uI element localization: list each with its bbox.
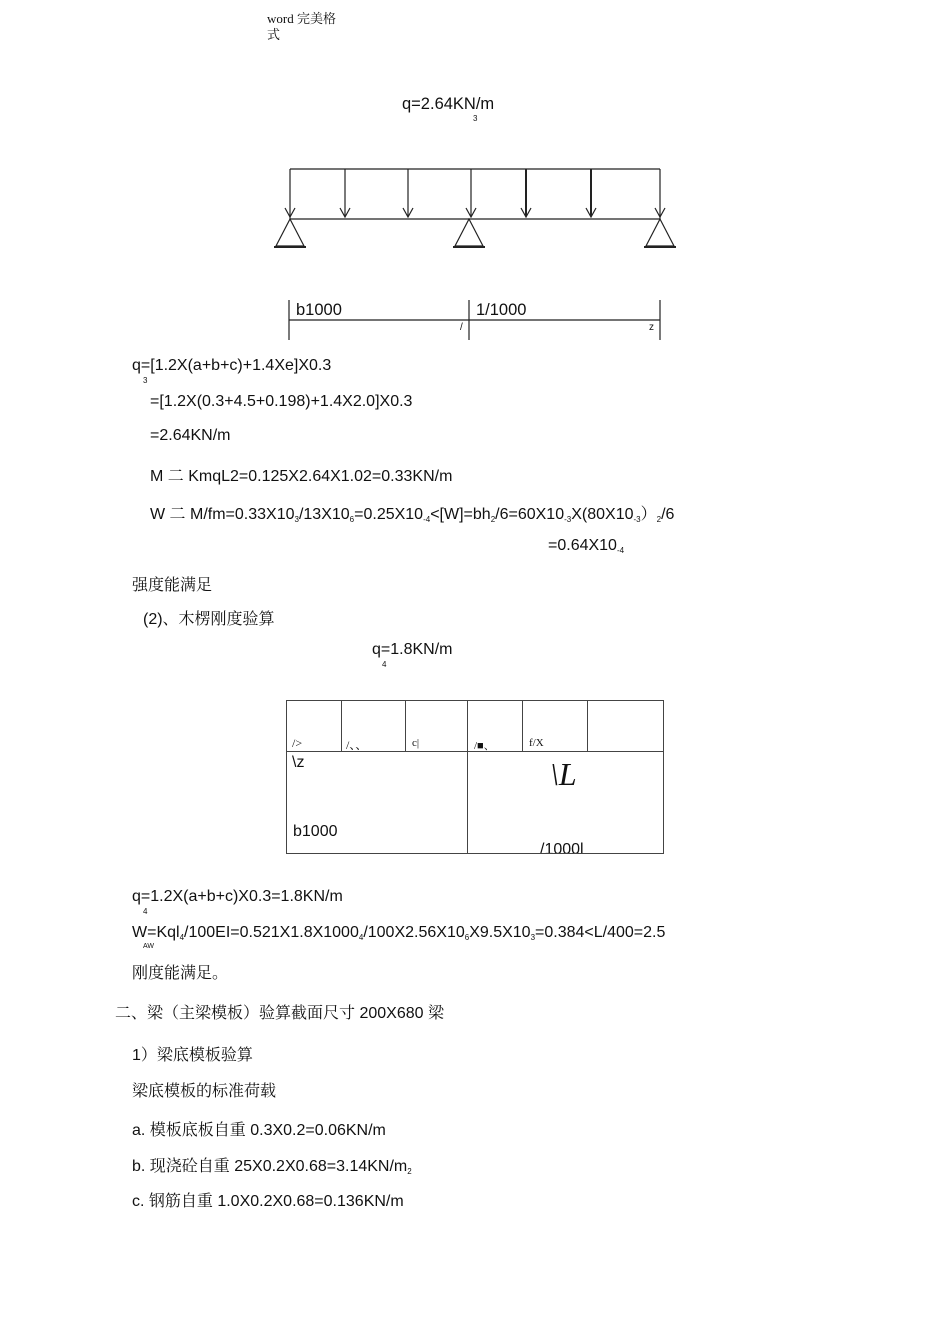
diagram2-left-mark: \z bbox=[292, 754, 305, 771]
span-tick-left: / bbox=[460, 322, 463, 333]
stiffness-conclusion: 刚度能满足。 bbox=[132, 965, 229, 982]
cell-mark-5: f/X bbox=[529, 737, 544, 749]
strength-conclusion: 强度能满足 bbox=[132, 577, 213, 594]
header-title-line2: 式 bbox=[267, 27, 281, 42]
calc2-w-sub: AW bbox=[143, 943, 155, 950]
span-tick-right: z bbox=[649, 322, 654, 333]
calc2-q-sub: 4 bbox=[143, 907, 148, 916]
span-left-label: b1000 bbox=[296, 301, 342, 319]
section-stiffness-title: (2)、木楞刚度验算 bbox=[143, 611, 275, 628]
calc1-line3: =2.64KN/m bbox=[150, 427, 231, 444]
cell-mark-1: /> bbox=[292, 736, 303, 750]
load-label-q4-sub: 4 bbox=[382, 660, 387, 669]
subsection-bottom-form: 1）梁底模板验算 bbox=[132, 1047, 253, 1064]
calc1-q-sub: 3 bbox=[143, 376, 148, 385]
diagram2-frame bbox=[287, 701, 664, 854]
load-label-q3: q=2.64KN/m bbox=[402, 95, 495, 113]
cell-mark-4: /■、 bbox=[474, 740, 495, 752]
diagram2-span-left: b1000 bbox=[293, 823, 338, 840]
cell-mark-3: c| bbox=[412, 737, 420, 749]
load-item-b: b. 现浇砼自重 25X0.2X0.68=3.14KN/m2 bbox=[132, 1158, 412, 1176]
diagram2-span-right: /1000l bbox=[540, 841, 584, 853]
calc1-moment: M 二 KmqL2=0.125X2.64X1.02=0.33KN/m bbox=[150, 468, 453, 485]
load-item-c: c. 钢筋自重 1.0X0.2X0.68=0.136KN/m bbox=[132, 1193, 404, 1210]
calc1-section-modulus: W 二 M/fm=0.33X103/13X106=0.25X10-4<[W]=bh2/6=60X10-3X(80X10-3）2/6 bbox=[150, 506, 675, 524]
calc1-w-result: =0.64X10-4 bbox=[548, 537, 625, 555]
load-item-a: a. 模板底板自重 0.3X0.2=0.06KN/m bbox=[132, 1122, 386, 1139]
diagram2-span-right-clip bbox=[468, 840, 663, 853]
calc2-deflection: W=Kql4/100EI=0.521X1.8X10004/100X2.56X106X9.5X103=0.384<L/400=2.5 bbox=[132, 924, 666, 942]
diagram2-right-mark: \L bbox=[550, 756, 577, 792]
section-beam-title: 二、梁（主梁模板）验算截面尺寸 200X680 梁 bbox=[115, 1005, 444, 1022]
cell-mark-2: /、、 bbox=[346, 738, 368, 752]
load-label-q4: q=1.8KN/m bbox=[372, 641, 453, 658]
calc1-line2: =[1.2X(0.3+4.5+0.198)+1.4X2.0]X0.3 bbox=[150, 393, 413, 410]
header-title-line1: word 完美格 bbox=[267, 11, 336, 26]
load-label-q3-sub: 3 bbox=[473, 114, 478, 123]
span-right-label: 1/1000 bbox=[476, 301, 527, 319]
subsection-standard-load: 梁底模板的标准荷载 bbox=[132, 1083, 277, 1100]
calc2-q-line: q=1.2X(a+b+c)X0.3=1.8KN/m bbox=[132, 888, 343, 905]
calc1-q-line: q=[1.2X(a+b+c)+1.4Xe]X0.3 bbox=[132, 357, 332, 374]
